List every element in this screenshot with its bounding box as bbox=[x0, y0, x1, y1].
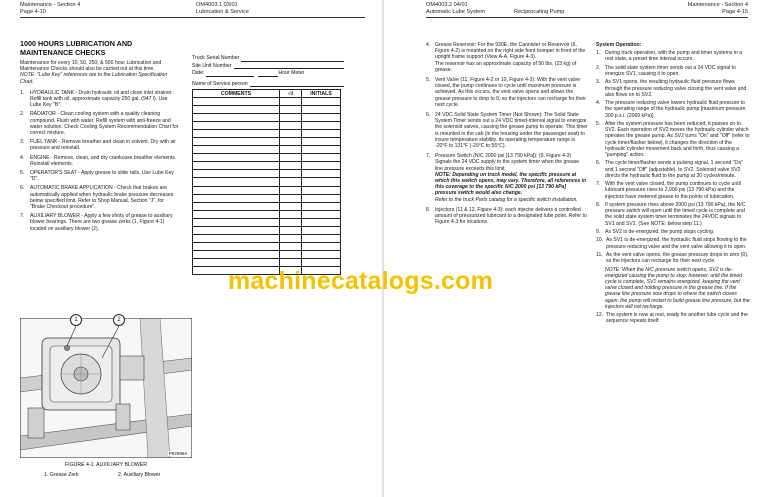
service-person-field[interactable] bbox=[250, 82, 344, 87]
log-initials-cell[interactable] bbox=[302, 218, 341, 226]
hour-meter-label: Hour Meter bbox=[278, 70, 305, 76]
item-text: Injectors (11 & 12, Figure 4-3): each injector delivers a controlled amount of pressurized lubricant to a designated lube point. Refer to Figure 4-3 for locations. bbox=[435, 206, 587, 226]
left-text-column bbox=[20, 60, 180, 235]
item-number: 6. bbox=[426, 112, 431, 119]
pressure-switch-note: NOTE: Depending on truck model, the specific pressure at which this switch opens, may vary. Therefore, all references in this coverage to the specific N/C 2000 psi [13 790 kPa] pressure switch would also change. bbox=[435, 171, 587, 197]
log-check-cell[interactable] bbox=[280, 234, 302, 242]
log-row bbox=[193, 258, 341, 266]
log-check-cell[interactable] bbox=[280, 210, 302, 218]
step-text: The cycle timer/flasher sends a pulsing signal, 1 second "On" and 1 second "Off" (adjustable), to SV2. Solenoid valve SV2 directs the hydraulic fluid to the pump at 30 cycles/minute. bbox=[605, 160, 744, 179]
list-item bbox=[20, 213, 180, 232]
item-number: 6. bbox=[20, 185, 25, 192]
log-comment-cell[interactable] bbox=[193, 122, 280, 130]
step-text: As SV1 opens, the resulting hydraulic fluid pressure flows through the pressure reducing valve closing the vent valve and also flows on to SV2. bbox=[605, 79, 747, 98]
log-initials-cell[interactable] bbox=[302, 258, 341, 266]
operation-step bbox=[596, 267, 750, 310]
step-text: As the vent valve opens, the grease pressure drops to zero (0), so the injectors can recharge for their next cycle. bbox=[606, 251, 749, 265]
operation-step bbox=[596, 312, 750, 324]
operation-step bbox=[596, 181, 750, 200]
log-row bbox=[193, 242, 341, 250]
item-number: 4. bbox=[20, 154, 25, 161]
operation-step bbox=[596, 50, 750, 62]
item-number: 4. bbox=[426, 42, 431, 48]
left-header-doc-code: OM4003.1 03/01 bbox=[196, 2, 238, 8]
log-initials-cell[interactable] bbox=[302, 154, 341, 162]
log-row bbox=[193, 218, 341, 226]
step-text: After the system pressure has been reduced, it passes on to SV2. Each operation of SV2 moves the hydraulic cylinder which operates the grease pump. As SV2 turns "On" and "Off" (refer to cycle timer/flasher below), it changes the direction of the hydraulic cylinder movement back and forth, thus causing a "pumping" action. bbox=[605, 120, 750, 158]
log-check-cell[interactable] bbox=[280, 130, 302, 138]
log-row bbox=[193, 234, 341, 242]
log-check-cell[interactable] bbox=[280, 122, 302, 130]
left-header-doc-chapter: Lubrication & Service bbox=[196, 9, 249, 15]
step-number: 12. bbox=[596, 312, 604, 319]
log-comment-cell[interactable] bbox=[193, 146, 280, 154]
item-number: 3. bbox=[20, 139, 25, 146]
log-initials-cell[interactable] bbox=[302, 250, 341, 258]
item-text: Pressure Switch (N/C 2000 psi [13 790 kPa]): (9, Figure 4-3) Signals the 24 VDC supply to the system timer when the grease line pressure exceeds this limit. bbox=[435, 153, 580, 172]
system-operation-column bbox=[596, 42, 750, 327]
step-number: 1. bbox=[596, 50, 601, 57]
right-header-doc-code: OM4003.2 04/01 bbox=[426, 2, 468, 8]
log-initials-cell[interactable] bbox=[302, 162, 341, 170]
list-item bbox=[20, 139, 180, 151]
log-check-cell[interactable] bbox=[280, 194, 302, 202]
log-comment-cell[interactable] bbox=[193, 106, 280, 114]
log-comment-cell[interactable] bbox=[193, 130, 280, 138]
log-comment-cell[interactable] bbox=[193, 186, 280, 194]
right-header-rule bbox=[426, 17, 748, 18]
system-operation-heading: System Operation: bbox=[596, 42, 642, 48]
step-number: 10. bbox=[596, 237, 604, 244]
log-row bbox=[193, 170, 341, 178]
log-comment-cell[interactable] bbox=[193, 178, 280, 186]
item-number: 8. bbox=[426, 206, 431, 213]
right-page bbox=[384, 0, 768, 497]
step-number: 5. bbox=[596, 120, 601, 127]
right-header-section-title: Maintenance - Section 4 bbox=[687, 2, 748, 8]
log-row bbox=[193, 250, 341, 258]
step-number: 7. bbox=[596, 181, 601, 188]
operation-step bbox=[596, 252, 750, 264]
step-text: NOTE: When the N/C pressure switch opens, SV2 is de-energized causing the pump to stop; however, until the timed cycle is complete, SV1 remains energized, keeping the vent valve closed and holding pressure in the grease line. If the grease line pressure now drops to where the switch closes again, the pump will restart to build grease line pressure, but the injectors will not recharge. bbox=[605, 266, 750, 310]
components-column bbox=[426, 42, 588, 229]
item-text: RADIATOR - Clean cooling system with a quality cleaning compound. Flush with water. Refill system with anti-freeze and water solution. Check Cooling System Recommendation Chart for correct mixture. bbox=[30, 111, 179, 137]
log-initials-cell[interactable] bbox=[302, 194, 341, 202]
step-number bbox=[596, 267, 605, 310]
log-row bbox=[193, 146, 341, 154]
log-check-cell[interactable] bbox=[280, 98, 302, 106]
log-row bbox=[193, 154, 341, 162]
log-initials-cell[interactable] bbox=[302, 226, 341, 234]
right-header-doc bbox=[426, 2, 485, 16]
log-row bbox=[193, 226, 341, 234]
log-check-cell[interactable] bbox=[280, 178, 302, 186]
log-check-cell[interactable] bbox=[280, 162, 302, 170]
section-title: 1000 HOURS LUBRICATION AND MAINTENANCE CHECKS bbox=[20, 39, 133, 57]
step-number: 11. bbox=[596, 251, 603, 258]
log-row bbox=[193, 162, 341, 170]
log-initials-cell[interactable] bbox=[302, 178, 341, 186]
step-number: 6. bbox=[596, 160, 601, 167]
callout-1: 1 bbox=[70, 314, 82, 326]
list-item bbox=[20, 90, 180, 109]
log-initials-cell[interactable] bbox=[302, 98, 341, 106]
log-check-cell[interactable] bbox=[280, 258, 302, 266]
log-check-cell[interactable] bbox=[280, 218, 302, 226]
step-text: During truck operation, with the pump and timer systems in a rest state, a preset time interval occurs. bbox=[605, 50, 743, 63]
log-comment-cell[interactable] bbox=[193, 98, 280, 106]
step-number: 9. bbox=[596, 228, 601, 235]
date-label: Date: bbox=[192, 70, 205, 76]
log-check-cell[interactable] bbox=[280, 186, 302, 194]
log-comment-cell[interactable] bbox=[193, 170, 280, 178]
log-check-cell[interactable] bbox=[280, 242, 302, 250]
operation-step bbox=[596, 121, 750, 158]
left-header-page-number: Page 4-10 bbox=[20, 9, 46, 15]
service-record-form bbox=[192, 54, 344, 275]
right-header-doc-chapter: Automatic Lube System bbox=[426, 9, 486, 15]
right-header-page-number: Page 4-15 bbox=[722, 9, 748, 15]
log-initials-cell[interactable] bbox=[302, 106, 341, 114]
operation-step bbox=[596, 237, 750, 249]
log-check-cell[interactable] bbox=[280, 250, 302, 258]
list-item bbox=[20, 185, 180, 210]
intro-paragraph: Maintenance for every 10, 50, 250, & 500 hour Lubrication and Maintenance Checks should also be carried out at this time. bbox=[20, 60, 162, 73]
log-row bbox=[193, 194, 341, 202]
step-text: The system is now at rest, ready for another lube cycle and the sequence repeats itself. bbox=[606, 312, 748, 325]
step-text: As SV1 is de-energized, the hydraulic fluid stops flowing to the pressure reducing valve and the vent valve allowing it to open. bbox=[606, 237, 747, 250]
maintenance-list bbox=[20, 90, 180, 232]
service-person-row bbox=[192, 80, 344, 88]
component-item bbox=[426, 77, 588, 108]
grease-zerk-marker bbox=[64, 345, 69, 350]
log-initials-cell[interactable] bbox=[302, 234, 341, 242]
left-header-section-title: Maintenance - Section 4 bbox=[20, 2, 81, 8]
date-row bbox=[192, 69, 344, 77]
log-row bbox=[193, 98, 341, 106]
log-check-cell[interactable] bbox=[280, 138, 302, 146]
step-text: If system pressure rises above 2000 psi (13 790 kPa), the N/C pressure switch will open until the timed cycle is complete and the solid state system timer terminates the 24VDC signals to SV1 and SV2. (See NOTE: below step 11.) bbox=[605, 201, 746, 227]
system-operation-list bbox=[596, 50, 750, 324]
item-number: 7. bbox=[20, 213, 25, 220]
site-unit-label: Site Unit Number bbox=[192, 62, 232, 69]
item-extra: The reservoir has an approximate capacity of 50 lbs. (23 kg) of grease. bbox=[435, 60, 577, 73]
log-initials-cell[interactable] bbox=[302, 170, 341, 178]
service-person-label: Name of Service person bbox=[192, 80, 248, 87]
auxiliary-blower-illustration bbox=[20, 318, 192, 458]
figure-caption: FIGURE 4-1. AUXILIARY BLOWER bbox=[65, 462, 147, 468]
initials-header: INITIALS bbox=[302, 90, 341, 98]
log-initials-cell[interactable] bbox=[302, 122, 341, 130]
step-text: The solid state system timer sends out a 24 VDC signal to energize SV1, causing it to open. bbox=[605, 64, 736, 77]
log-initials-cell[interactable] bbox=[302, 114, 341, 122]
log-row bbox=[193, 138, 341, 146]
hour-meter-field[interactable] bbox=[258, 72, 278, 77]
item-text: Grease Reservoir: For the 930E, the Cannister or Reservoir (6, Figure 4-2) is mounted on the right side front bumper in front of the upright frame support (View A-A, Figure 4-3). bbox=[435, 42, 586, 61]
log-check-cell[interactable] bbox=[280, 114, 302, 122]
log-comment-cell[interactable] bbox=[193, 242, 280, 250]
log-comment-cell[interactable] bbox=[193, 202, 280, 210]
log-initials-cell[interactable] bbox=[302, 186, 341, 194]
left-header-section bbox=[20, 2, 80, 16]
log-initials-cell[interactable] bbox=[302, 202, 341, 210]
lube-key-note: NOTE: "Lube Key" references are to the Lubrication Specification Chart. bbox=[20, 72, 168, 85]
log-comment-cell[interactable] bbox=[193, 250, 280, 258]
service-log-body bbox=[193, 98, 341, 275]
log-initials-cell[interactable] bbox=[302, 242, 341, 250]
log-check-cell[interactable] bbox=[280, 154, 302, 162]
item-text: ENGINE - Remove, clean, and dry crankcase breather elements. Reinstall elements. bbox=[30, 154, 177, 167]
right-header-topic: Reciprocating Pump bbox=[514, 9, 565, 15]
site-unit-row bbox=[192, 62, 344, 70]
component-item bbox=[426, 153, 588, 203]
component-item bbox=[426, 42, 588, 73]
truck-serial-row bbox=[192, 54, 344, 62]
item-text: Vent Valve (11, Figure 4-2 or 10, Figure 4-3): With the vent valve closed, the pump continues to cycle until maximum pressure is achieved. As this occurs, the vent valve opens and allows the grease pressure to drop to 0, so the injectors can recharge for their next cycle. bbox=[435, 77, 586, 108]
item-number: 5. bbox=[20, 170, 25, 177]
item-text: FUEL TANK - Remove breather and clean in solvent. Dry with air pressure and reinstall. bbox=[30, 139, 176, 152]
log-row bbox=[193, 114, 341, 122]
item-number: 7. bbox=[426, 153, 431, 160]
log-comment-cell[interactable] bbox=[193, 226, 280, 234]
step-number: 8. bbox=[596, 201, 601, 208]
item-number: 5. bbox=[426, 77, 431, 84]
right-header-section bbox=[678, 2, 748, 16]
log-row bbox=[193, 122, 341, 130]
operation-step bbox=[596, 229, 750, 235]
step-number: 2. bbox=[596, 64, 601, 71]
step-text: As SV2 is de-energized, the pump stops cycling. bbox=[605, 228, 715, 235]
log-comment-cell[interactable] bbox=[193, 138, 280, 146]
step-number: 3. bbox=[596, 79, 601, 86]
figure-auxiliary-blower bbox=[20, 318, 192, 458]
log-comment-cell[interactable] bbox=[193, 234, 280, 242]
item-text: 24 VDC Solid State System Timer (Not Shown): The Solid State System Timer sends out a 24 VDC timed-interval signal to energize the solenoid valves, causing the grease pump to operate. This timer is mounted in the cab (in the housing under the passenger seat) to insure temperature stability. Its operating temperature range is -20°F to 131°F (-29°C to 55°C). bbox=[435, 112, 588, 150]
component-item bbox=[426, 112, 588, 149]
list-item bbox=[20, 155, 180, 167]
log-comment-cell[interactable] bbox=[193, 194, 280, 202]
service-log-table bbox=[192, 89, 341, 275]
operation-step bbox=[596, 100, 750, 119]
list-item bbox=[20, 170, 180, 182]
list-item bbox=[20, 111, 180, 136]
log-initials-cell[interactable] bbox=[302, 138, 341, 146]
log-check-cell[interactable] bbox=[280, 202, 302, 210]
truck-serial-field[interactable] bbox=[241, 57, 344, 62]
item-text: OPERATOR'S SEAT - Apply grease to slide rails. Use Lube Key "D". bbox=[30, 170, 174, 183]
operation-step bbox=[596, 79, 750, 98]
comments-header: COMMENTS bbox=[193, 90, 280, 98]
left-header-doc bbox=[196, 2, 249, 16]
item-text: HYDRAULIC TANK - Drain hydraulic oil and clean inlet strainer. Refill tank with oil, approximate capacity 250 gal. (947 l). Use Lube Key "B". bbox=[30, 89, 173, 109]
step-text: The pressure reducing valve lowers hydraulic fluid pressure to the operating range of the hydraulic pump [maximum pressure 300 p.s.i. (2069 kPa)]. bbox=[605, 100, 746, 119]
date-field[interactable] bbox=[206, 72, 254, 77]
log-comment-cell[interactable] bbox=[193, 154, 280, 162]
log-comment-cell[interactable] bbox=[193, 218, 280, 226]
log-check-cell[interactable] bbox=[280, 226, 302, 234]
step-text: With the vent valve closed, the pump continues to cycle until lubricant pressure rises to 2,000 psi (13 790 kPa) and the injectors have metered grease to the points of lubrication. bbox=[605, 181, 741, 200]
item-number: 2. bbox=[20, 111, 25, 118]
item-text: AUXILIARY BLOWER - Apply a few shots of grease to auxiliary blower bearings. There are two grease zerks (1, Figure 4-1) located on auxiliary blower (2). bbox=[30, 213, 173, 232]
operation-step bbox=[596, 65, 750, 77]
log-row bbox=[193, 130, 341, 138]
item-text: AUTOMATIC BRAKE APPLICATION - Check that brakes are automatically applied when hydraulic brake pressure decreases below specified limit. Refer to Shop Manual, Section "J", for "Brake Checkout procedure". bbox=[30, 185, 174, 211]
log-initials-cell[interactable] bbox=[302, 146, 341, 154]
operation-step bbox=[596, 160, 750, 179]
item-number: 1. bbox=[20, 89, 25, 96]
component-item bbox=[426, 207, 588, 226]
step-number: 4. bbox=[596, 100, 601, 107]
truck-serial-label: Truck Serial Number bbox=[192, 55, 240, 61]
log-check-cell[interactable] bbox=[280, 106, 302, 114]
log-row bbox=[193, 106, 341, 114]
log-check-cell[interactable] bbox=[280, 170, 302, 178]
log-comment-cell[interactable] bbox=[193, 210, 280, 218]
figure-part-code: P929984 bbox=[168, 451, 187, 456]
log-initials-cell[interactable] bbox=[302, 130, 341, 138]
callout-2: 2 bbox=[113, 314, 125, 326]
log-row bbox=[193, 210, 341, 218]
operation-step bbox=[596, 202, 750, 227]
log-initials-cell[interactable] bbox=[302, 210, 341, 218]
site-unit-field[interactable] bbox=[234, 64, 345, 69]
left-header-rule bbox=[20, 17, 365, 18]
log-row bbox=[193, 202, 341, 210]
log-comment-cell[interactable] bbox=[193, 114, 280, 122]
figure-legend-1: 1. Grease Zerk bbox=[44, 472, 79, 478]
log-comment-cell[interactable] bbox=[193, 258, 280, 266]
log-row bbox=[193, 178, 341, 186]
check-header: √d bbox=[280, 90, 302, 98]
figure-legend-2: 2. Auxiliary Blower bbox=[118, 472, 161, 478]
log-comment-cell[interactable] bbox=[193, 162, 280, 170]
log-check-cell[interactable] bbox=[280, 146, 302, 154]
log-row bbox=[193, 186, 341, 194]
watermark: machinecatalogs.com bbox=[228, 267, 494, 295]
pressure-switch-note-ref: Refer to the truck Parts catalog for a specific switch installation. bbox=[435, 196, 578, 203]
